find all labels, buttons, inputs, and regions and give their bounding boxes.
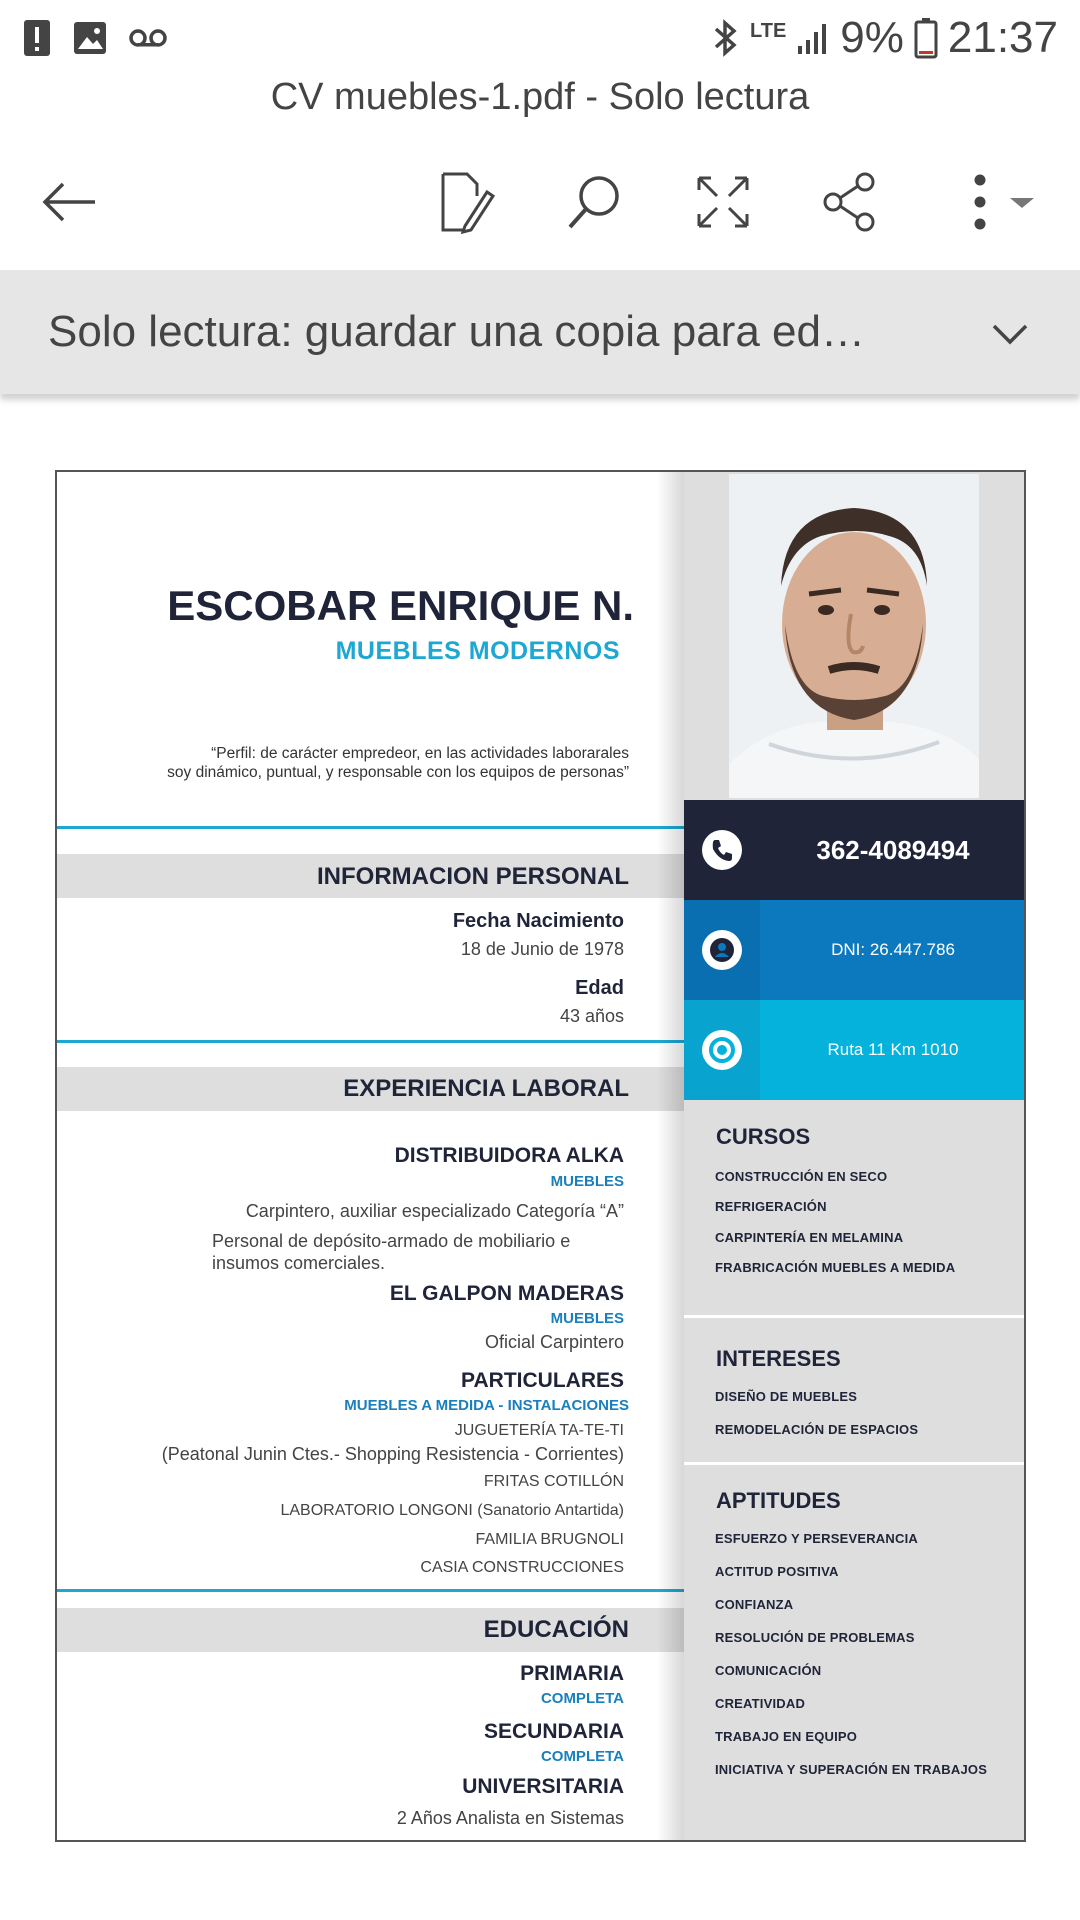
skill-item: ESFUERZO Y PERSEVERANCIA: [715, 1531, 918, 1546]
pdf-page: [55, 470, 1026, 1842]
age-value: 43 años: [559, 1006, 624, 1026]
contact-dni: [684, 900, 1026, 1000]
network-type: LTE: [750, 19, 787, 42]
course-item: FRABRICACIÓN MUEBLES A MEDIDA: [715, 1260, 956, 1275]
job-company: EL GALPON MADERAS: [389, 1282, 624, 1305]
skill-item: ACTITUD POSITIVA: [715, 1564, 839, 1579]
divider: [57, 1040, 684, 1043]
more-icon: [960, 172, 1040, 232]
cv-right-column: [684, 472, 1026, 1840]
course-item: REFRIGERACIÓN: [715, 1199, 827, 1214]
interest-item: REMODELACIÓN DE ESPACIOS: [715, 1422, 919, 1437]
interest-item: DISEÑO DE MUEBLES: [715, 1389, 858, 1404]
column-shadow: [657, 472, 685, 1840]
job-company: DISTRIBUIDORA ALKA: [394, 1144, 624, 1167]
fullscreen-icon: [695, 174, 751, 230]
client-item: FRITAS COTILLÓN: [483, 1473, 624, 1490]
id-icon: [701, 929, 743, 971]
skill-item: INICIATIVA Y SUPERACIÓN EN TRABAJOS: [715, 1762, 988, 1777]
divider: [684, 1462, 1026, 1465]
job-tag: MUEBLES: [550, 1310, 624, 1327]
education-status: COMPLETA: [540, 1690, 624, 1707]
read-only-banner[interactable]: [0, 270, 1080, 394]
course-item: CONSTRUCCIÓN EN SECO: [715, 1169, 888, 1184]
search-button[interactable]: [560, 170, 630, 234]
share-button[interactable]: [816, 170, 886, 234]
job-description: Oficial Carpintero: [484, 1332, 624, 1352]
divider: [57, 1589, 684, 1592]
skill-item: CREATIVIDAD: [715, 1696, 806, 1711]
voicemail-icon: [128, 26, 168, 50]
back-arrow-icon: [39, 177, 99, 227]
birth-label: Fecha Nacimiento: [452, 910, 624, 932]
search-icon: [565, 172, 625, 232]
client-item: CASIA CONSTRUCCIONES: [420, 1559, 624, 1576]
battery-icon: [914, 17, 938, 59]
education-level: UNIVERSITARIA: [462, 1775, 624, 1798]
client-item: (Peatonal Junin Ctes.- Shopping Resistencia - Corrientes): [161, 1444, 624, 1464]
skill-item: RESOLUCIÓN DE PROBLEMAS: [715, 1630, 915, 1645]
more-options-button[interactable]: [960, 170, 1040, 234]
contact-phone: [684, 800, 1026, 900]
share-icon: [821, 172, 881, 232]
edit-icon: [437, 170, 497, 234]
section-title-education: EDUCACIÓN: [483, 1616, 629, 1643]
course-item: CARPINTERÍA EN MELAMINA: [715, 1230, 904, 1245]
person-portrait-icon: [729, 474, 979, 798]
phone-icon: [701, 829, 743, 871]
section-title-personal: INFORMACION PERSONAL: [317, 863, 629, 890]
section-title-experience: EXPERIENCIA LABORAL: [343, 1075, 629, 1102]
education-level: PRIMARIA: [520, 1662, 624, 1685]
bluetooth-icon: [712, 17, 740, 59]
cv-left-column: [57, 472, 684, 1840]
cv-name: ESCOBAR ENRIQUE N.: [167, 582, 634, 629]
education-detail: 2 Años Analista en Sistemas: [396, 1808, 624, 1828]
toolbar: [0, 150, 1080, 250]
dni-icon-cell: [684, 900, 760, 1000]
divider: [57, 826, 684, 829]
cv-profile: [69, 744, 629, 782]
job-description-line: Personal de depósito-armado de mobiliario e: [212, 1231, 571, 1251]
skills-title: APTITUDES: [716, 1488, 841, 1513]
job-tag: MUEBLES: [550, 1173, 624, 1190]
skill-item: COMUNICACIÓN: [715, 1663, 822, 1678]
status-bar: [0, 0, 1080, 76]
client-item: FAMILIA BRUGNOLI: [475, 1531, 624, 1548]
education-level: SECUNDARIA: [483, 1720, 624, 1743]
image-icon: [72, 20, 108, 56]
profile-photo: [729, 474, 979, 798]
job-company: PARTICULARES: [461, 1369, 624, 1392]
address-text: Ruta 11 Km 1010: [827, 1040, 959, 1059]
cv-subtitle: MUEBLES MODERNOS: [335, 637, 620, 665]
document-title: CV muebles-1.pdf - Solo lectura: [270, 76, 810, 118]
courses-title: CURSOS: [716, 1124, 811, 1149]
address-icon-cell: [684, 1000, 760, 1100]
location-icon: [701, 1029, 743, 1071]
battery-percent: 9%: [840, 13, 904, 62]
client-item: JUGUETERÍA TA-TE-TI: [454, 1422, 624, 1439]
education-status: COMPLETA: [540, 1748, 624, 1765]
client-item: LABORATORIO LONGONI (Sanatorio Antartida): [280, 1502, 624, 1519]
age-label: Edad: [575, 977, 624, 999]
alert-icon: [22, 18, 52, 58]
banner-text: Solo lectura: guardar una copia para ed…: [48, 307, 865, 356]
edit-button[interactable]: [432, 170, 502, 234]
chevron-down-icon[interactable]: [990, 308, 1030, 358]
profile-line: “Perfil: de carácter empredeor, en las actividades laborarales: [211, 745, 629, 762]
contact-address: [684, 1000, 1026, 1100]
back-button[interactable]: [34, 170, 104, 234]
job-tag: MUEBLES A MEDIDA - INSTALACIONES: [344, 1397, 629, 1414]
job-description-line: insumos comerciales.: [212, 1253, 386, 1273]
fullscreen-button[interactable]: [688, 170, 758, 234]
clock: 21:37: [947, 13, 1058, 62]
skill-item: CONFIANZA: [715, 1597, 794, 1612]
job-description: [212, 1230, 570, 1274]
dni-number: DNI: 26.447.786: [831, 940, 955, 959]
signal-icon: [796, 20, 830, 56]
birth-value: 18 de Junio de 1978: [460, 939, 624, 959]
phone-icon-cell: [684, 800, 760, 900]
profile-line: soy dinámico, puntual, y responsable con los equipos de personas”: [167, 764, 629, 781]
job-description: Carpintero, auxiliar especializado Categoría “A”: [245, 1201, 624, 1221]
interests-title: INTERESES: [716, 1346, 841, 1371]
divider: [684, 1315, 1026, 1318]
skill-item: TRABAJO EN EQUIPO: [715, 1729, 858, 1744]
phone-number: 362-4089494: [816, 834, 970, 865]
